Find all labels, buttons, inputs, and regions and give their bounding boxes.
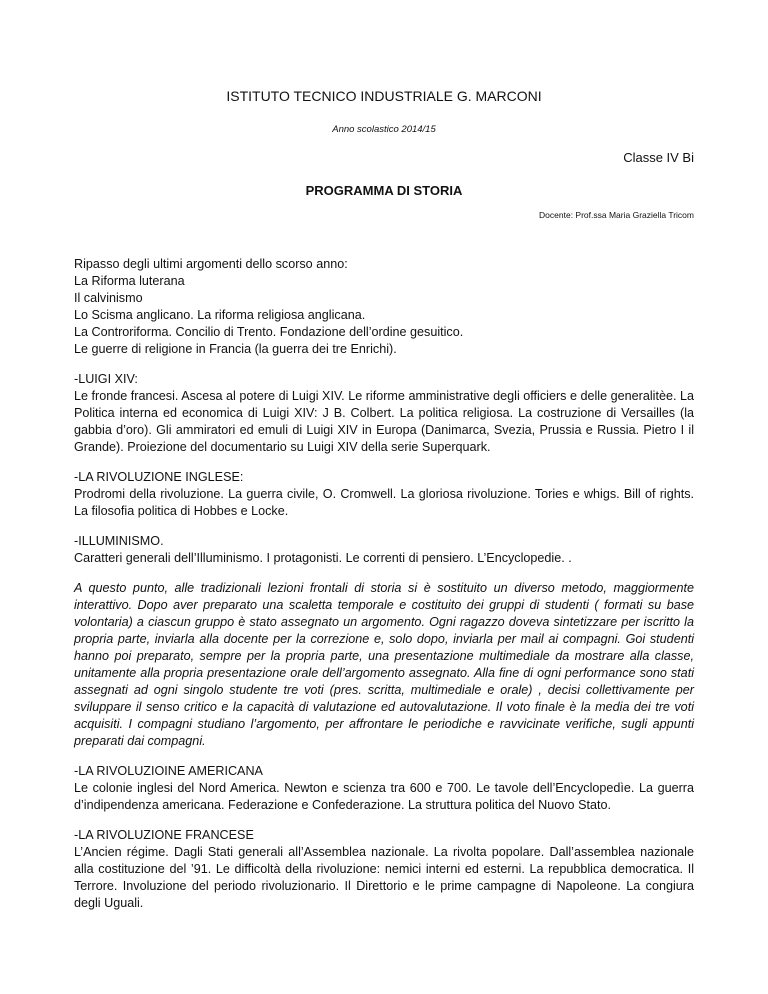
section-heading: -ILLUMINISMO.	[74, 534, 164, 548]
class-label: Classe IV Bi	[623, 150, 694, 165]
section-text: Prodromi della rivoluzione. La guerra civile, O. Cromwell. La gloriosa rivoluzione. Tories e whigs. Bill of rights. La filosofia politica di Hobbes e Locke.	[74, 487, 694, 518]
school-name: ISTITUTO TECNICO INDUSTRIALE G. MARCONI	[226, 88, 542, 104]
program-title: PROGRAMMA DI STORIA	[305, 183, 463, 198]
school-year: Anno scolastico 2014/15	[332, 124, 436, 135]
review-item: La Riforma luterana	[74, 274, 185, 288]
section-heading: -LA RIVOLUZIOINE AMERICANA	[74, 764, 263, 778]
section-text: L’Ancien régime. Dagli Stati generali all’Assemblea nazionale. La rivolta popolare. Dall’assemblea nazionale alla costituzione del ’91. Le difficoltà della rivoluzione: nemici interni ed esterni. La repubblica democratica. Il Terrore. Involuzione del periodo rivoluzionario. Il Direttorio e le prime campagne di Napoleone. La congiura degli Uguali.	[74, 845, 694, 910]
section-illuminismo	[74, 533, 694, 567]
section-heading: -LA RIVOLUZIONE FRANCESE	[74, 828, 254, 842]
section-luigi-xiv	[74, 371, 694, 456]
section-heading: -LUIGI XIV:	[74, 372, 138, 386]
section-text: Caratteri generali dell’Illuminismo. I protagonisti. Le correnti di pensiero. L’Encyclopedie. .	[74, 551, 572, 565]
section-rivoluzione-francese	[74, 827, 694, 912]
method-paragraph: A questo punto, alle tradizionali lezioni frontali di storia si è sostituito un diverso metodo, maggiormente interattivo. Dopo aver preparato una scaletta temporale e costituito dei gruppi di studenti ( formati su base volontaria) a ciascun gruppo è stato assegnato un argomento. Ogni ragazzo doveva sintetizzare per iscritto la propria parte, inviarla alla docente per la correzione e, solo dopo, inviarla per mail ai compagni. Goi studenti hanno poi preparato, sempre per la propria parte, una presentazione multimediale da mostrare alla classe, unitamente alla propria presentazione orale dell’argomento assegnato. Alla fine di ogni performance sono stati assegnati ad ogni singolo studente tre voti (pres. scritta, multimediale e orale) , decisi collettivamente per sviluppare il senso critico e la capacità di valutazione ed autovalutazione. Il voto finale è la media dei tre voti acquisiti. I compagni studiano l’argomento, per affrontare le periodiche e ravvicinate verifiche, sugli appunti preparati dai compagni.	[74, 581, 694, 748]
teacher-label: Docente: Prof.ssa Maria Graziella Tricom	[539, 210, 694, 220]
review-item: Il calvinismo	[74, 291, 143, 305]
section-text: Le fronde francesi. Ascesa al potere di Luigi XIV. Le riforme amministrative degli officiers e delle generalitèe. La Politica interna ed economica di Luigi XIV: J B. Colbert. La politica religiosa. La costruzione di Versailles (la gabbia d’oro). Gli ammiratori ed emuli di Luigi XIV in Europa (Danimarca, Svezia, Prussia e Russia. Pietro I il Grande). Proiezione del documentario su Luigi XIV della serie Superquark.	[74, 389, 694, 454]
section-text: Le colonie inglesi del Nord America. Newton e scienza tra 600 e 700. Le tavole dell’Encyclopedìe. La guerra d’indipendenza americana. Federazione e Confederazione. La struttura politica del Nuovo Stato.	[74, 781, 694, 812]
section-rivoluzione-americana	[74, 763, 694, 814]
review-item: La Controriforma. Concilio di Trento. Fondazione dell’ordine gesuitico.	[74, 325, 464, 339]
section-heading: -LA RIVOLUZIONE INGLESE:	[74, 470, 244, 484]
program-content	[74, 256, 694, 925]
review-item: Le guerre di religione in Francia (la guerra dei tre Enrichi).	[74, 342, 397, 356]
review-intro: Ripasso degli ultimi argomenti dello scorso anno:	[74, 257, 348, 271]
section-rivoluzione-inglese	[74, 469, 694, 520]
review-item: Lo Scisma anglicano. La riforma religiosa anglicana.	[74, 308, 366, 322]
review-block	[74, 256, 694, 358]
